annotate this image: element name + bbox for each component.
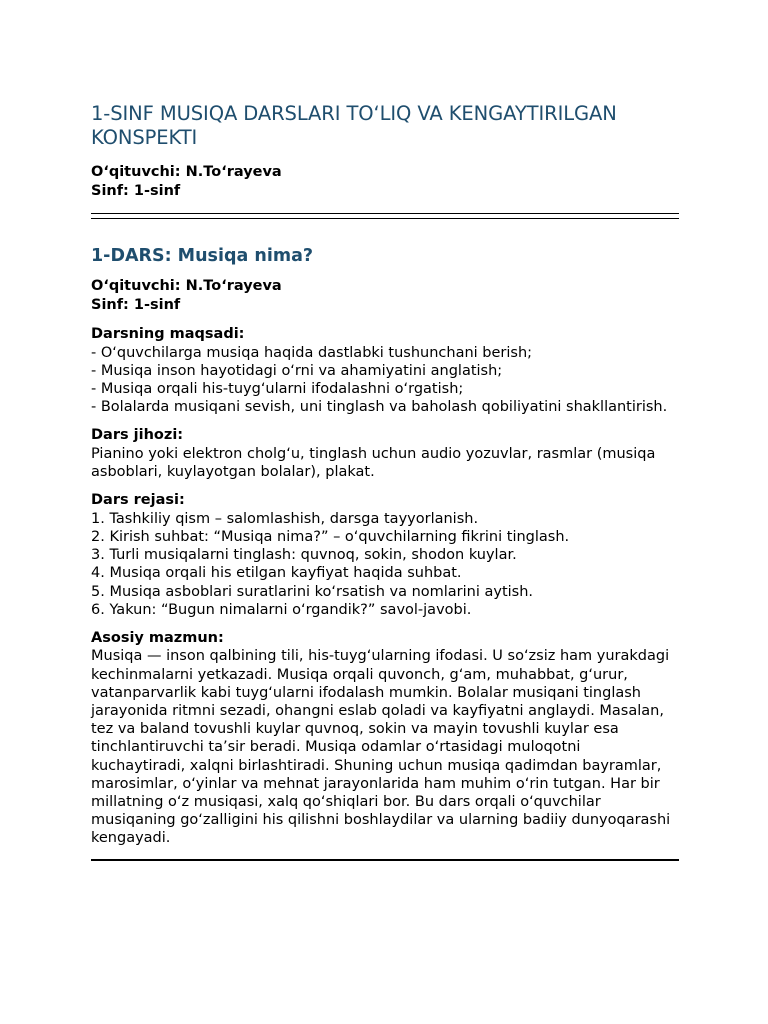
double-divider	[91, 213, 679, 219]
equipment-heading: Dars jihozi:	[91, 427, 184, 444]
lesson-meta	[91, 277, 679, 315]
plan-step: 1. Tashkiliy qism – salomlashish, darsga tayyorlanish.	[91, 510, 479, 527]
document-grade: Sinf: 1-sinf	[91, 183, 181, 199]
plan-step: 4. Musiqa orqali his etilgan kayfiyat haqida suhbat.	[91, 565, 462, 582]
document-page	[91, 102, 679, 861]
document-title: 1-SINF MUSIQA DARSLARI TO‘LIQ VA KENGAYTIRILGAN KONSPEKTI	[91, 102, 617, 149]
plan-heading: Dars rejasi:	[91, 492, 185, 509]
lesson-teacher: O‘qituvchi: N.To‘rayeva	[91, 278, 282, 294]
content-text: Musiqa — inson qalbining tili, his-tuyg‘ularning ifodasi. U so‘zsiz ham yurakdagi kechinmalarni yetkazadi. Musiqa orqali quvonch, g‘am, muhabbat, g‘urur, vatanparvarlik kabi tuyg‘ularni ifodalash mumkin. Bolalar musiqani tinglash jarayonida ritmni sezadi, ohangni eslab qoladi va kayfiyatni anglaydi. Masalan, tez va baland tovushli kuylar quvnoq, sokin va mayin tovushli kuylar esa tinchlantiruvchi ta’sir beradi. Musiqa odamlar o‘rtasidagi muloqotni kuchaytiradi, xalqni birlashtiradi. Shuning uchun musiqa qadimdan bayramlar, marosimlar, o‘yinlar va mehnat jarayonlarida ham muhim o‘rin tutgan. Har bir millatning o‘z musiqasi, xalq qo‘shiqlari bor. Bu dars orqali o‘quvchilar musiqaning go‘zalligini his qilishni boshlaydilar va ularning badiiy dunyoqarashi kengayadi.	[91, 648, 671, 847]
plan-step: 6. Yakun: “Bugun nimalarni o‘rgandik?” savol-javobi.	[91, 601, 472, 618]
goal-line: - Musiqa orqali his-tuyg‘ularni ifodalashni o‘rgatish;	[91, 380, 464, 397]
plan-section	[91, 491, 679, 619]
lesson-grade: Sinf: 1-sinf	[91, 297, 181, 313]
document-meta	[91, 163, 679, 201]
document-teacher: O‘qituvchi: N.To‘rayeva	[91, 164, 282, 180]
bottom-divider	[91, 859, 679, 861]
plan-step: 5. Musiqa asboblari suratlarini ko‘rsatish va nomlarini aytish.	[91, 583, 534, 600]
goal-line: - Bolalarda musiqani sevish, uni tinglash va baholash qobiliyatini shakllantirish.	[91, 399, 668, 416]
content-heading: Asosiy mazmun:	[91, 629, 224, 646]
lesson-title: 1-DARS: Musiqa nima?	[91, 246, 314, 266]
goal-section	[91, 325, 679, 416]
plan-step: 2. Kirish suhbat: “Musiqa nima?” – o‘quvchilarning fikrini tinglash.	[91, 528, 570, 545]
equipment-text: Pianino yoki elektron cholg‘u, tinglash uchun audio yozuvlar, rasmlar (musiqa asboblari, kuylayotgan bolalar), plakat.	[91, 445, 656, 481]
plan-step: 3. Turli musiqalarni tinglash: quvnoq, sokin, shodon kuylar.	[91, 547, 517, 564]
goal-line: - Musiqa inson hayotidagi o‘rni va ahamiyatini anglatish;	[91, 362, 503, 379]
equipment-section	[91, 426, 679, 481]
goal-heading: Darsning maqsadi:	[91, 326, 245, 342]
goal-line: - O‘quvchilarga musiqa haqida dastlabki tushunchani berish;	[91, 344, 533, 361]
content-section	[91, 629, 679, 848]
